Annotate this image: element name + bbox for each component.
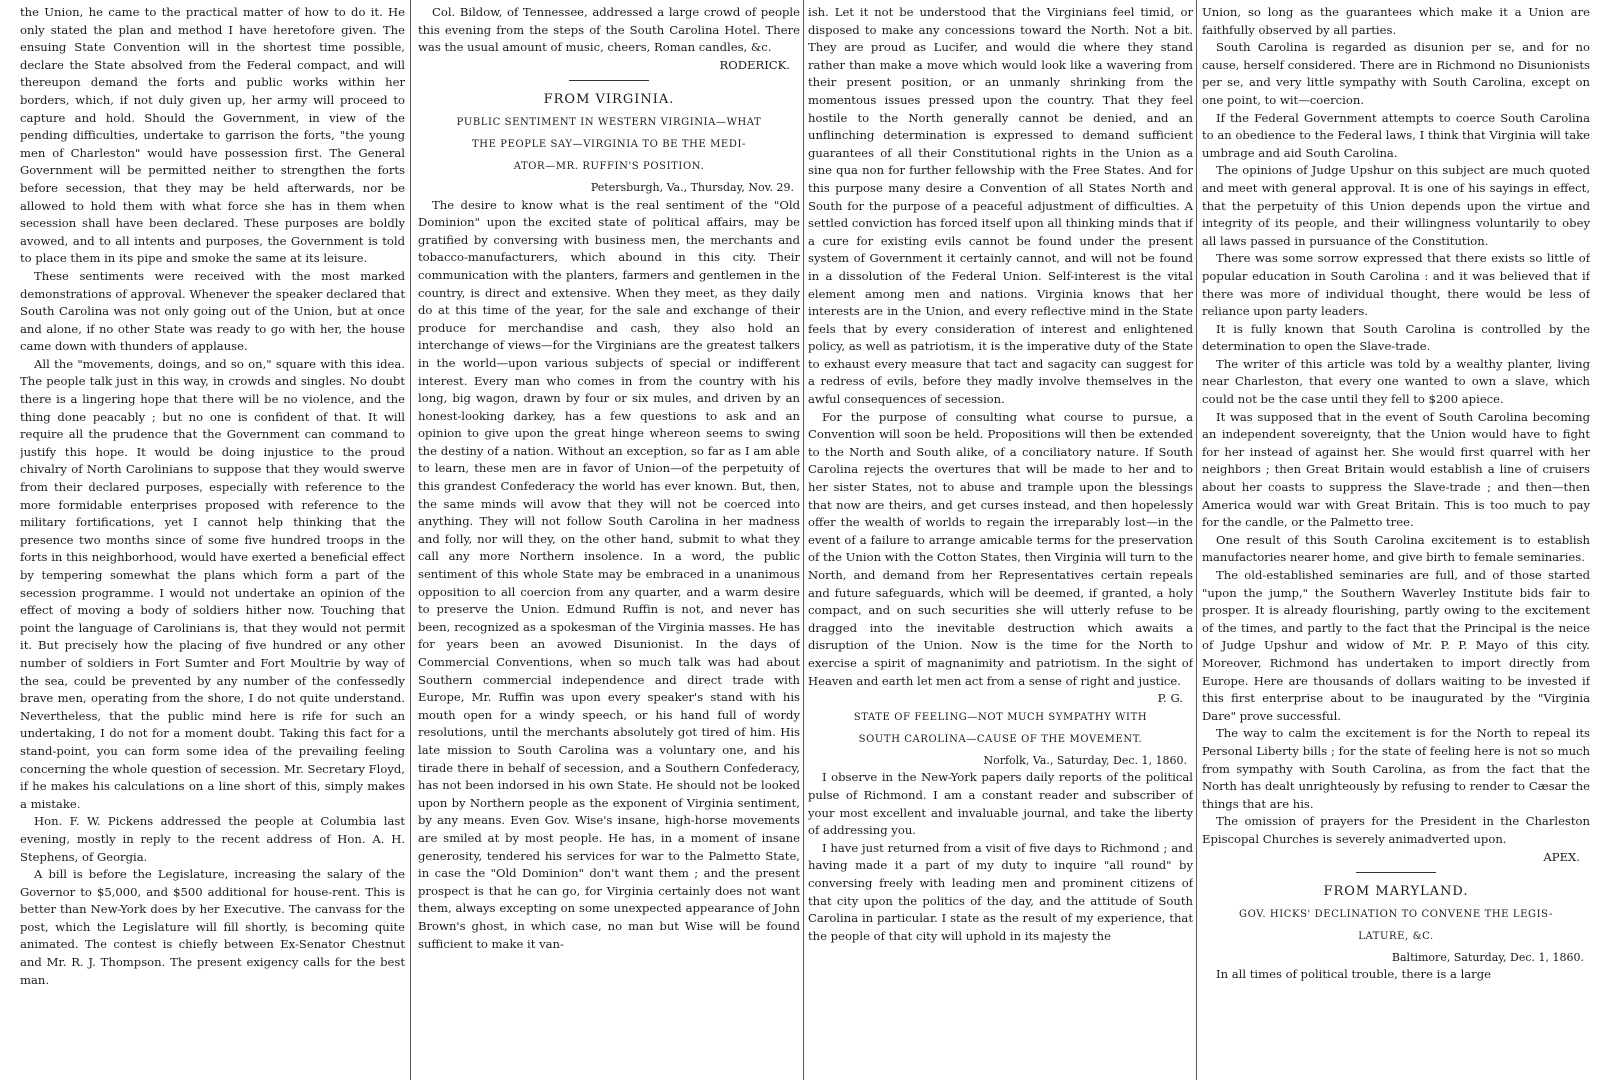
dateline: Petersburgh, Va., Thursday, Nov. 29. [590,180,794,194]
section-heading: FROM MARYLAND. [1323,884,1469,900]
column-4 [1202,4,1590,1076]
paragraph: The old-established seminaries are full, and of those started "upon the jump," the Southern Waverley Institute bids fair to prosper. It is already flourishing, partly owing to the excitement of the times, and partly to the fact that the Principal is the neice of Judge Upshur and widow of Mr. P. P. Mayo of this city. Moreover, Richmond has undertaken to import directly from Europe. Here are thousands of dollars waiting to be invested if this first enterprise about to be inaugurated by the "Virginia Dare" prove successful. [1202,568,1590,723]
subheading: ATOR—MR. RUFFIN'S POSITION. [513,160,705,172]
dateline: Baltimore, Saturday, Dec. 1, 1860. [1391,950,1584,964]
signature: APEX. [1543,849,1580,864]
column-1 [20,4,405,1076]
paragraph: The desire to know what is the real sentiment of the "Old Dominion" upon the excited state of political affairs, may be gratified by conversing with business men, the merchants and tobacco-manufacturers, which abound in this city. Their communication with the planters, farmers and gentlemen in the country, is direct and extensive. When they meet, as they daily do at this time of the year, for the sale and exchange of their produce for merchandise and cash, they also hold an interchange of views—for the Virginians are the greatest talkers in the world—upon various subjects of special or indifferent interest. Every man who comes in from the country with his long, big wagon, drawn by four or six mules, and driven by an honest-looking darkey, has a few questions to ask and an opinion to give upon the great hinge whereon seems to swing the destiny of a nation. Without an exception, so far as I am able to learn, these men are in favor of Union—of the perpetuity of this grandest Confederacy the world has ever known. But, then, the same minds will avow that they will not be coerced into anything. They will not follow South Carolina in her madness and folly, nor will they, on the other hand, submit to what they call any more Northern insolence. In a word, the public sentiment of this whole State may be embraced in a unanimous opposition to all coercion from any quarter, and a warm desire to preserve the Union. Edmund Ruffin is not, and never has been, recognized as a spokesman of the Virginia masses. He has for years been an avowed Disunionist. In the days of Commercial Conventions, when so much talk was had about Southern commercial independence and direct trade with Europe, Mr. Ruffin was upon every speaker's stand with his mouth open for a windy speech, or his hand full of wordy resolutions, until the merchants absolutely got tired of him. His late mission to South Carolina was a voluntary one, and his tirade there in behalf of secession, and a Southern Confederacy, has not been indorsed in his own State. He should not be looked upon by Northern people as the exponent of Virginia sentiment, by any means. Even Gov. Wise's insane, high-horse movements are smiled at by most people. He has, in a moment of insane generosity, tendered his services for war to the Palmetto State, in case the "Old Dominion" don't want them ; and the present prospect is that he can go, for Virginia certainly does not want them, always excepting on some unexpected appearance of John Brown's ghost, in which case, no man but Wise will be found sufficient to make it van- [418,197,800,951]
dateline: Norfolk, Va., Saturday, Dec. 1, 1860. [983,753,1187,767]
paragraph: The omission of prayers for the President in the Charleston Episcopal Churches is severely animadverted upon. [1202,814,1590,846]
subheading: PUBLIC SENTIMENT IN WESTERN VIRGINIA—WHAT [456,116,762,128]
paragraph: In all times of political trouble, there is a large [1216,967,1492,982]
paragraph: A bill is before the Legislature, increasing the salary of the Governor to $5,000, and $500 additional for house-rent. This is better than New-York does by her Executive. The canvass for the post, which the Legislature will fill shortly, is becoming quite animated. The contest is chiefly between Ex-Senator Chestnut and Mr. R. J. Thompson. The present exigency calls for the best man. [20,867,405,987]
paragraph: The opinions of Judge Upshur on this subject are much quoted and meet with general approval. It is one of his sayings in effect, that the perpetuity of this Union depends upon the virtue and integrity of its people, and their willingness voluntarily to obey all laws passed in pursuance of the Constitution. [1202,163,1590,248]
divider [569,80,649,81]
paragraph: If the Federal Government attempts to coerce South Carolina to an obedience to the Federal laws, I think that Virginia will take umbrage and aid South Carolina. [1202,110,1590,160]
column-rule [410,0,411,1080]
paragraph: All the "movements, doings, and so on," square with this idea. The people talk just in this way, in crowds and singles. No doubt there is a lingering hope that there will be no violence, and the thing done peacably ; but no one is confident of that. It will require all the prudence that the Government can command to justify this hope. It would be doing injustice to the proud chivalry of North Carolinians to suppose that they would swerve from their declared purposes, especially with reference to the more formidable enterprises proposed with reference to the military fortifications, yet I cannot help thinking that the presence two months since of some five hundred troops in the forts in this neighborhood, would have exerted a beneficial effect by tempering somewhat the plans which form a part of the secession programme. I would not undertake an opinion of the effect of moving a body of soldiers hither now. Touching that point the language of Carolinians is, that they would not permit it. But precisely how the placing of five hundred or any other number of soldiers in Fort Sumter and Fort Moultrie by way of the sea, could be prevented by any number of the confessedly brave men, operating from the shore, I do not quite understand. Nevertheless, that the public mind here is rife for such an undertaking, I do not for a moment doubt. Taking this fact for a stand-point, you can form some idea of the prevailing feeling concerning the whole question of secession. Mr. Secretary Floyd, if he makes his calculations on a line short of this, simply makes a mistake. [20,356,405,811]
column-rule [803,0,804,1080]
paragraph: I have just returned from a visit of five days to Richmond ; and having made it a part of my duty to inquire "all round" by conversing freely with leading men and prominent citizens of that city upon the politics of the day, and the attitude of South Carolina in particular. I state as the result of my experience, that the people of that city will uphold in its majesty the [808,840,1193,943]
column-rule [1196,0,1197,1080]
subheading: LATURE, &C. [1358,930,1434,942]
paragraph: These sentiments were received with the most marked demonstrations of approval. Whenever the speaker declared that South Carolina was not only going out of the Union, but at once and alone, if no other State was ready to go with her, the house came down with thunders of applause. [20,268,405,354]
paragraph: For the purpose of consulting what course to pursue, a Convention will soon be held. Propositions will then be extended to the North and South alike, of a conciliatory nature. If South Carolina rejects the overtures that will be made to her and to her sister States, not to abuse and trample upon the blessings that now are theirs, and get curses instead, and then hopelessly offer the wealth of worlds to regain the irreparably lost—in the event of a failure to arrange amicable terms for the preservation of the Union with the Cotton States, then Virginia will turn to the North, and demand from her Representatives certain repeals and future safeguards, which will be deemed, if granted, a holy compact, and on such securities she will utterly refuse to be dragged into the inevitable destruction which awaits a disruption of the Union. Now is the time for the North to exercise a spirit of magnanimity and patriotism. In the sight of Heaven and earth let men act from a sense of right and justice. [808,409,1193,688]
paragraph: The way to calm the excitement is for the North to repeal its Personal Liberty bills ; for the state of feeling here is not so much from sympathy with South Carolina, as from the fact that the North has dealt unrighteously by refusing to render to Cæsar the things that are his. [1202,726,1590,811]
subheading: SOUTH CAROLINA—CAUSE OF THE MOVEMENT. [858,733,1143,745]
paragraph: ish. Let it not be understood that the Virginians feel timid, or disposed to make any concessions toward the North. Not a bit. They are proud as Lucifer, and would die where they stand rather than make a move which would look like a wavering from their present position, or an unmanly shrinking from the momentous issues pressed upon the country. That they feel hostile to the North generally cannot be denied, and an unflinching determination is expressed to demand sufficient guarantees of all their Constitutional rights in the Union as a sine qua non for further fellowship with the Free States. And for this purpose many desire a Convention of all States North and South for the purpose of a peaceful adjustment of difficulties. A settled conviction has forced itself upon all thinking minds that if a cure for existing evils cannot be found under the present system of Government it certainly cannot, and will not be found in a dissolution of the Federal Union. Self-interest is the vital element among men and nations. Virginia knows that her interests are in the Union, and every reflective mind in the State feels that by every consideration of interest and enlightened policy, as well as patriotism, it is the imperative duty of the State to exhaust every measure that tact and sagacity can suggest for a redress of evils, before they madly involve themselves in the awful consequences of secession. [808,5,1193,407]
signature: P. G. [1157,691,1183,706]
paragraph: One result of this South Carolina excitement is to establish manufactories nearer home, and give birth to female seminaries. [1202,532,1590,565]
column-2 [418,4,800,1076]
paragraph: It was supposed that in the event of South Carolina becoming an independent sovereignty, that the Union would have to fight for her instead of against her. She would first quarrel with her neighbors ; then Great Britain would establish a line of cruisers about her coasts to suppress the Slave-trade ; and then—then America would war with Great Britain. This is too much to pay for the candle, or the Palmetto tree. [1202,409,1590,530]
subheading: STATE OF FEELING—NOT MUCH SYMPATHY WITH [853,711,1148,723]
paragraph: Col. Bildow, of Tennessee, addressed a large crowd of people this evening from the steps of the South Carolina Hotel. There was the usual amount of music, cheers, Roman candles, &c. [418,5,800,55]
paragraph: It is fully known that South Carolina is controlled by the determination to open the Slave-trade. [1202,321,1590,354]
subheading: THE PEOPLE SAY—VIRGINIA TO BE THE MEDI- [472,138,746,150]
paragraph: the Union, he came to the practical matter of how to do it. He only stated the plan and method I have heretofore given. The ensuing State Convention will in the shortest time possible, declare the State absolved from the Federal compact, and will thereupon demand the forts and public works within her borders, which, if not duly given up, her army will proceed to capture and hold. Should the Government, in view of the pending difficulties, undertake to garrison the forts, "the young men of Charleston" would have possession first. The General Government will be permitted neither to strengthen the forts before secession, that they may be held afterwards, nor be allowed to hold them with what force she has in them when secession shall have been declared. These purposes are boldly avowed, and to all intents and purposes, the Government is told to place them in its pipe and smoke the same at its leisure. [20,5,405,266]
paragraph: The writer of this article was told by a wealthy planter, living near Charleston, that every one wanted to own a slave, which could not be the case until they fell to $200 apiece. [1202,356,1590,407]
column-3 [808,4,1193,1076]
paragraph: Union, so long as the guarantees which make it a Union are faithfully observed by all parties. [1202,5,1590,37]
signature: RODERICK. [719,57,790,72]
divider [1356,872,1436,873]
paragraph: Hon. F. W. Pickens addressed the people at Columbia last evening, mostly in reply to the recent address of Hon. A. H. Stephens, of Georgia. [20,814,405,864]
paragraph: South Carolina is regarded as disunion per se, and for no cause, herself considered. There are in Richmond no Disunionists per se, and very little sympathy with South Carolina, except on one point, to wit—coercion. [1202,40,1590,107]
section-heading: FROM VIRGINIA. [543,92,675,108]
paragraph: I observe in the New-York papers daily reports of the political pulse of Richmond. I am a constant reader and subscriber of your most excellent and invaluable journal, and take the liberty of addressing you. [808,770,1193,838]
paragraph: There was some sorrow expressed that there exists so little of popular education in South Carolina : and it was believed that if there was more of individual thought, there would be less of reliance upon party leaders. [1202,251,1590,319]
subheading: GOV. HICKS' DECLINATION TO CONVENE THE LEGIS- [1239,908,1553,920]
